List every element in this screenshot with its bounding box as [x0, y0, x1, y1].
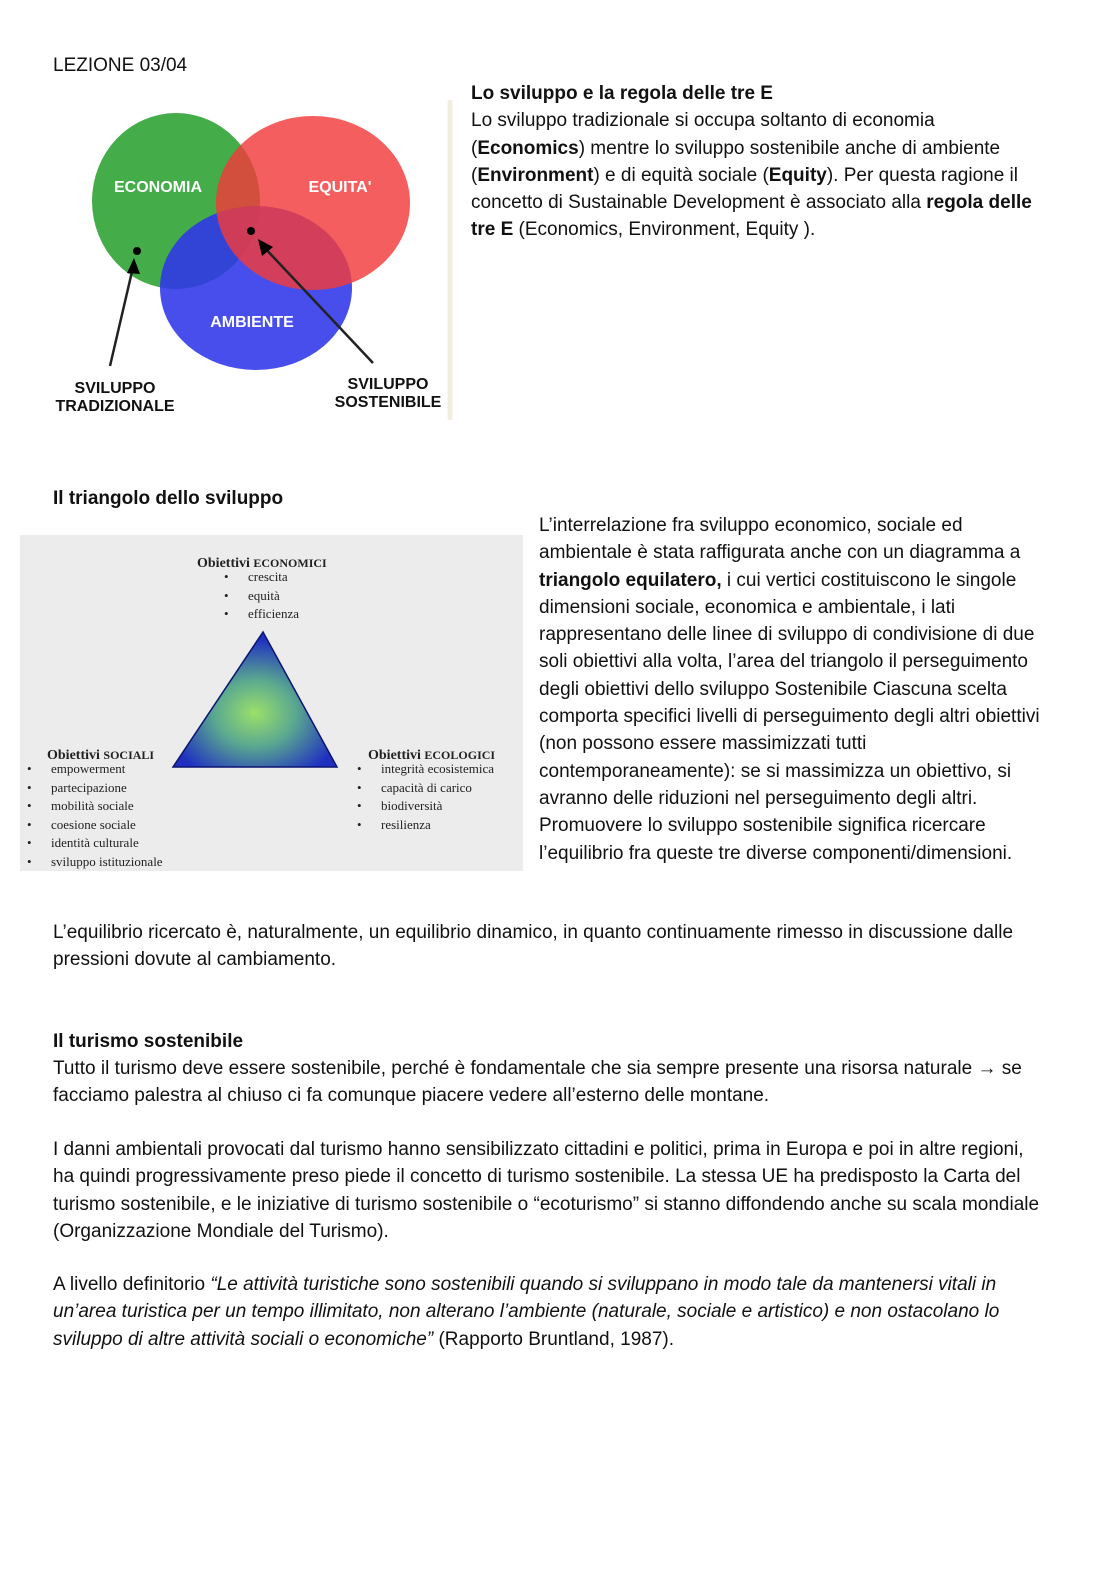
label-traditional-2: TRADIZIONALE: [55, 398, 175, 415]
label-traditional-1: SVILUPPO: [74, 380, 156, 397]
list-item: • identità culturale: [23, 834, 163, 853]
point-traditional: [133, 247, 141, 255]
list-item: • biodiversità: [353, 797, 494, 816]
arrow-traditional: [110, 263, 134, 366]
list-item: • capacità di carico: [353, 779, 494, 798]
triangle-diagram: [20, 535, 523, 871]
list-item: • sviluppo istituzionale: [23, 853, 163, 872]
triangle-shape: [173, 632, 337, 767]
paragraph: Lo sviluppo tradizionale si occupa soltanto di economia (Economics) mentre lo sviluppo sostenibile anche di ambiente (Environment) e di equità sociale (Equity). Per questa ragione il concetto di Sustainable Development è associato alla regola delle tre E (Economics, Environment, Equity ).: [471, 110, 1032, 241]
section-title-triangle: Il triangolo dello sviluppo: [53, 488, 284, 509]
list-item: • empowerment: [23, 760, 163, 779]
social-goals-title: Obiettivi SOCIALI: [47, 748, 155, 763]
list-item: • crescita: [220, 568, 299, 587]
list-item: • coesione sociale: [23, 816, 163, 835]
ecological-goals-list: [353, 760, 494, 834]
venn-label-equita: EQUITA': [308, 179, 372, 196]
list-item: • efficienza: [220, 605, 299, 624]
venn-label-ambiente: AMBIENTE: [210, 314, 294, 331]
point-sustainable: [247, 227, 255, 235]
list-item: • integrità ecosistemica: [353, 760, 494, 779]
social-goals-list: [23, 760, 163, 871]
economic-goals-title: Obiettivi ECONOMICI: [197, 556, 327, 571]
list-item: • equità: [220, 587, 299, 606]
ecological-goals-title: Obiettivi ECOLOGICI: [368, 748, 496, 763]
label-sustainable-2: SOSTENIBILE: [334, 394, 442, 411]
list-item: • mobilità sociale: [23, 797, 163, 816]
list-item: • resilienza: [353, 816, 494, 835]
economic-goals-list: [220, 568, 299, 624]
list-item: • partecipazione: [23, 779, 163, 798]
turismo-paragraph-1: Tutto il turismo deve essere sostenibile, perché è fondamentale che sia sempre presente una risorsa naturale → se facciamo palestra al chiuso ci fa comunque piacere vedere all’esterno delle montane.: [53, 1058, 1022, 1107]
equilibrium-paragraph: L’equilibrio ricercato è, naturalmente, un equilibrio dinamico, in quanto continuamente rimesso in discussione dalle pressioni dovute al cambiamento.: [53, 922, 1014, 971]
triangle-paragraph: L’interrelazione fra sviluppo economico, sociale ed ambientale è stata raffigurata anche con un diagramma a triangolo equilatero, i cui vertici costituiscono le singole dimensioni sociale, economica e ambientale, i lati rappresentano delle linee di sviluppo di condivisione di due soli obiettivi alla volta, l’area del triangolo il perseguimento degli obiettivi dello sviluppo Sostenibile Ciascuna scelta comporta specifici livelli di perseguimento degli altri obiettivi (non possono essere massimizzati tutti contemporaneamente): se si massimizza un obiettivo, si avranno delle riduzioni nel perseguimento degli altri. Promuovere lo sviluppo sostenibile significa ricercare l’equilibrio fra queste tre diverse componenti/dimensioni.: [539, 515, 1040, 864]
venn-label-economia: ECONOMIA: [114, 179, 202, 196]
lesson-header: LEZIONE 03/04: [53, 55, 188, 76]
section-title-turismo: Il turismo sostenibile: [53, 1031, 244, 1052]
section-title: Lo sviluppo e la regola delle tre E: [471, 83, 773, 104]
venn-diagram: [0, 0, 460, 440]
turismo-paragraph-2: I danni ambientali provocati dal turismo hanno sensibilizzato cittadini e politici, prima in Europa e poi in altre regioni, ha quindi progressivamente preso piede il concetto di turismo sostenibile. La stessa UE ha predisposto la Carta del turismo sostenibile, e le iniziative di turismo sostenibile o “ecoturismo” si stanno diffondendo anche su scala mondiale (Organizzazione Mondiale del Turismo).: [53, 1139, 1040, 1242]
turismo-paragraph-3: A livello definitorio “Le attività turistiche sono sostenibili quando si sviluppano in modo tale da mantenersi vitali in un’area turistica per un tempo illimitato, non alterano l’ambiente (naturale, sociale e artistico) e non ostacolano lo sviluppo di altre attività sociali o economiche” (Rapporto Bruntland, 1987).: [53, 1274, 1000, 1350]
venn-circle-equita: [216, 116, 410, 290]
label-sustainable-1: SVILUPPO: [347, 376, 429, 393]
section-tre-e: [471, 80, 1051, 244]
